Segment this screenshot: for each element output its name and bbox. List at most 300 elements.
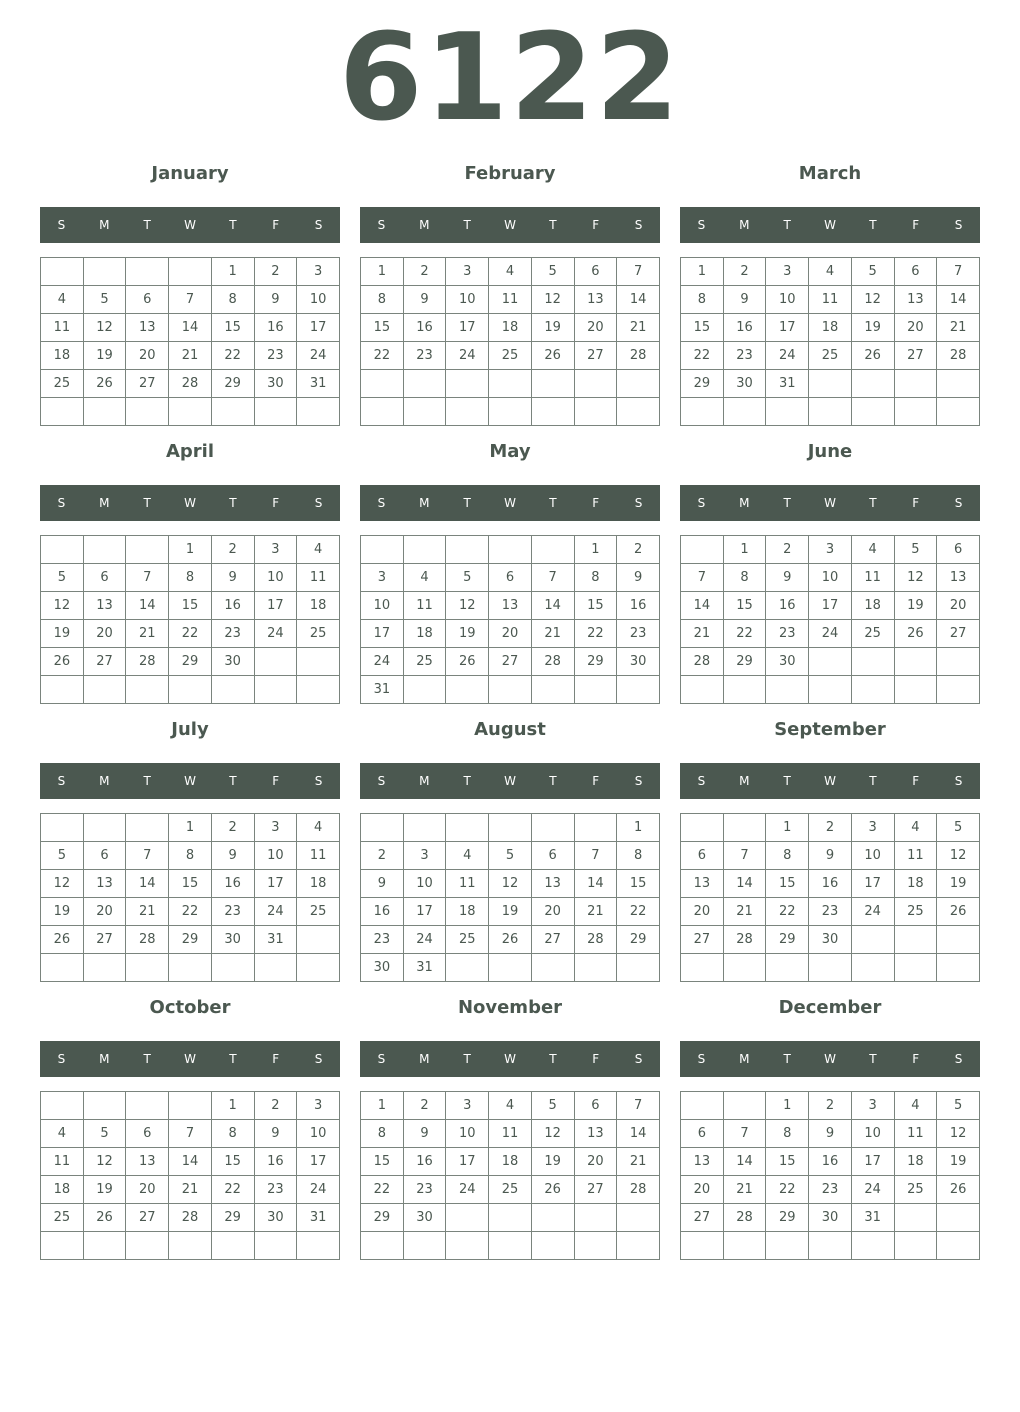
day-cell bbox=[617, 398, 660, 426]
day-cell: 19 bbox=[489, 898, 532, 926]
day-cell: 29 bbox=[617, 926, 660, 954]
day-grid bbox=[40, 1091, 340, 1260]
day-cell: 15 bbox=[681, 314, 724, 342]
day-cell: 14 bbox=[681, 592, 724, 620]
day-cell: 23 bbox=[361, 926, 404, 954]
day-cell: 15 bbox=[361, 1148, 404, 1176]
day-cell: 23 bbox=[254, 1176, 297, 1204]
day-cell: 4 bbox=[894, 814, 937, 842]
day-cell bbox=[254, 954, 297, 982]
day-cell: 30 bbox=[254, 370, 297, 398]
day-cell: 1 bbox=[617, 814, 660, 842]
week-row bbox=[41, 536, 340, 564]
month-name: June bbox=[807, 441, 853, 462]
weekday-label: S bbox=[377, 774, 386, 788]
week-row bbox=[361, 1176, 660, 1204]
day-cell bbox=[489, 370, 532, 398]
day-cell: 28 bbox=[169, 1204, 212, 1232]
day-cell bbox=[723, 398, 766, 426]
day-cell: 16 bbox=[254, 314, 297, 342]
day-cell: 31 bbox=[297, 370, 340, 398]
day-cell: 10 bbox=[403, 870, 446, 898]
day-cell: 11 bbox=[41, 1148, 84, 1176]
weekday-label: S bbox=[697, 496, 706, 510]
weekday-label: S bbox=[954, 1052, 963, 1066]
day-cell: 11 bbox=[297, 842, 340, 870]
weekday-label: W bbox=[504, 218, 516, 232]
weekday-header bbox=[680, 763, 980, 799]
day-cell: 8 bbox=[574, 564, 617, 592]
day-cell: 9 bbox=[723, 286, 766, 314]
day-cell: 9 bbox=[403, 286, 446, 314]
day-cell: 22 bbox=[723, 620, 766, 648]
week-row bbox=[361, 1148, 660, 1176]
day-cell: 21 bbox=[169, 342, 212, 370]
day-cell bbox=[937, 1204, 980, 1232]
day-cell: 5 bbox=[894, 536, 937, 564]
day-cell: 17 bbox=[446, 1148, 489, 1176]
day-cell: 29 bbox=[211, 1204, 254, 1232]
day-cell: 3 bbox=[446, 1092, 489, 1120]
day-cell bbox=[83, 676, 126, 704]
day-cell: 23 bbox=[211, 898, 254, 926]
day-cell: 2 bbox=[254, 1092, 297, 1120]
day-cell: 10 bbox=[361, 592, 404, 620]
day-cell bbox=[574, 398, 617, 426]
week-row bbox=[681, 398, 980, 426]
day-cell: 21 bbox=[617, 314, 660, 342]
day-cell: 4 bbox=[446, 842, 489, 870]
day-cell: 26 bbox=[489, 926, 532, 954]
day-cell: 21 bbox=[574, 898, 617, 926]
day-cell: 5 bbox=[41, 842, 84, 870]
day-cell: 28 bbox=[531, 648, 574, 676]
day-cell: 31 bbox=[361, 676, 404, 704]
day-cell bbox=[851, 926, 894, 954]
day-cell: 22 bbox=[681, 342, 724, 370]
day-cell: 29 bbox=[211, 370, 254, 398]
day-cell bbox=[83, 1092, 126, 1120]
day-cell bbox=[681, 814, 724, 842]
day-cell bbox=[211, 1232, 254, 1260]
day-cell bbox=[894, 370, 937, 398]
day-cell: 2 bbox=[723, 258, 766, 286]
day-grid bbox=[680, 535, 980, 704]
day-cell: 16 bbox=[211, 870, 254, 898]
day-cell: 19 bbox=[83, 1176, 126, 1204]
weekday-label: M bbox=[739, 496, 750, 510]
day-cell: 5 bbox=[531, 1092, 574, 1120]
day-cell bbox=[617, 676, 660, 704]
week-row bbox=[681, 1176, 980, 1204]
day-cell: 18 bbox=[297, 870, 340, 898]
day-cell bbox=[169, 258, 212, 286]
day-cell: 29 bbox=[169, 926, 212, 954]
week-row bbox=[41, 592, 340, 620]
day-cell: 19 bbox=[446, 620, 489, 648]
weekday-label: S bbox=[314, 1052, 323, 1066]
day-cell bbox=[361, 814, 404, 842]
day-cell bbox=[894, 954, 937, 982]
month-name: April bbox=[165, 441, 215, 462]
day-cell: 24 bbox=[403, 926, 446, 954]
day-cell: 28 bbox=[126, 926, 169, 954]
day-cell: 13 bbox=[126, 1148, 169, 1176]
day-cell bbox=[723, 954, 766, 982]
week-row bbox=[361, 1204, 660, 1232]
day-cell: 6 bbox=[894, 258, 937, 286]
day-cell bbox=[254, 676, 297, 704]
day-cell: 3 bbox=[766, 258, 809, 286]
day-cell: 12 bbox=[83, 314, 126, 342]
weekday-header bbox=[40, 1041, 340, 1077]
day-cell: 19 bbox=[83, 342, 126, 370]
day-cell: 28 bbox=[617, 1176, 660, 1204]
weekday-label: S bbox=[377, 496, 386, 510]
weekday-label: T bbox=[783, 218, 791, 232]
day-cell bbox=[617, 1232, 660, 1260]
weekday-label: S bbox=[634, 496, 643, 510]
day-cell bbox=[937, 370, 980, 398]
day-cell: 17 bbox=[254, 592, 297, 620]
day-cell bbox=[297, 676, 340, 704]
day-cell: 22 bbox=[617, 898, 660, 926]
day-cell bbox=[531, 954, 574, 982]
day-cell: 18 bbox=[446, 898, 489, 926]
day-cell: 12 bbox=[446, 592, 489, 620]
day-cell bbox=[403, 676, 446, 704]
day-cell: 11 bbox=[489, 1120, 532, 1148]
week-row bbox=[681, 1148, 980, 1176]
day-cell: 4 bbox=[41, 1120, 84, 1148]
weekday-label: F bbox=[272, 218, 280, 232]
weekday-label: T bbox=[143, 218, 151, 232]
weekday-label: F bbox=[592, 774, 600, 788]
day-cell: 29 bbox=[681, 370, 724, 398]
week-row bbox=[361, 342, 660, 370]
day-cell: 8 bbox=[211, 286, 254, 314]
day-cell: 11 bbox=[41, 314, 84, 342]
day-cell: 7 bbox=[574, 842, 617, 870]
week-row bbox=[41, 1148, 340, 1176]
day-cell bbox=[574, 1232, 617, 1260]
week-row bbox=[361, 286, 660, 314]
day-cell: 23 bbox=[809, 898, 852, 926]
week-row bbox=[41, 370, 340, 398]
week-row bbox=[41, 842, 340, 870]
weekday-label: F bbox=[912, 774, 920, 788]
day-cell bbox=[83, 398, 126, 426]
weekday-label: S bbox=[377, 218, 386, 232]
week-row bbox=[361, 954, 660, 982]
weekday-header bbox=[40, 207, 340, 243]
day-cell: 8 bbox=[361, 1120, 404, 1148]
day-cell: 13 bbox=[574, 286, 617, 314]
weekday-label: F bbox=[912, 496, 920, 510]
day-cell: 8 bbox=[766, 842, 809, 870]
day-cell: 27 bbox=[83, 648, 126, 676]
week-row bbox=[361, 592, 660, 620]
week-row bbox=[361, 1092, 660, 1120]
day-cell: 7 bbox=[723, 1120, 766, 1148]
week-row bbox=[361, 536, 660, 564]
day-cell: 25 bbox=[41, 1204, 84, 1232]
weekday-label: S bbox=[314, 496, 323, 510]
day-cell: 27 bbox=[126, 370, 169, 398]
week-row bbox=[681, 536, 980, 564]
day-cell: 2 bbox=[254, 258, 297, 286]
day-cell: 2 bbox=[809, 814, 852, 842]
day-cell bbox=[894, 648, 937, 676]
day-cell bbox=[83, 536, 126, 564]
day-cell: 11 bbox=[489, 286, 532, 314]
day-cell: 3 bbox=[851, 1092, 894, 1120]
day-cell bbox=[681, 398, 724, 426]
weekday-label: T bbox=[869, 774, 877, 788]
day-cell: 9 bbox=[617, 564, 660, 592]
month-name: January bbox=[151, 163, 229, 184]
day-cell bbox=[574, 814, 617, 842]
day-cell: 31 bbox=[297, 1204, 340, 1232]
day-cell bbox=[126, 676, 169, 704]
weekday-label: M bbox=[739, 1052, 750, 1066]
day-cell: 25 bbox=[894, 1176, 937, 1204]
weekday-label: F bbox=[592, 496, 600, 510]
weekday-label: T bbox=[549, 774, 557, 788]
day-cell bbox=[446, 814, 489, 842]
day-cell: 13 bbox=[574, 1120, 617, 1148]
week-row bbox=[361, 648, 660, 676]
day-grid bbox=[680, 1091, 980, 1260]
day-cell bbox=[169, 1232, 212, 1260]
day-cell bbox=[254, 398, 297, 426]
weekday-label: T bbox=[229, 1052, 237, 1066]
day-cell: 25 bbox=[297, 898, 340, 926]
weekday-header bbox=[360, 485, 660, 521]
day-cell: 30 bbox=[723, 370, 766, 398]
day-cell: 20 bbox=[937, 592, 980, 620]
day-cell: 3 bbox=[297, 258, 340, 286]
day-cell: 11 bbox=[809, 286, 852, 314]
day-cell bbox=[41, 676, 84, 704]
day-cell: 17 bbox=[851, 1148, 894, 1176]
day-cell: 4 bbox=[403, 564, 446, 592]
weekday-label: F bbox=[912, 218, 920, 232]
day-cell: 8 bbox=[723, 564, 766, 592]
day-cell bbox=[851, 398, 894, 426]
day-cell: 8 bbox=[169, 564, 212, 592]
day-cell bbox=[937, 1232, 980, 1260]
weekday-label: T bbox=[463, 1052, 471, 1066]
day-cell: 28 bbox=[574, 926, 617, 954]
day-cell: 17 bbox=[446, 314, 489, 342]
day-cell: 14 bbox=[531, 592, 574, 620]
day-cell: 17 bbox=[851, 870, 894, 898]
week-row bbox=[41, 1092, 340, 1120]
weekday-label: W bbox=[504, 774, 516, 788]
day-cell: 15 bbox=[169, 592, 212, 620]
day-cell: 15 bbox=[723, 592, 766, 620]
week-row bbox=[681, 676, 980, 704]
day-cell: 20 bbox=[126, 342, 169, 370]
week-row bbox=[681, 286, 980, 314]
day-cell: 24 bbox=[809, 620, 852, 648]
month-name: March bbox=[798, 163, 862, 184]
day-cell bbox=[851, 648, 894, 676]
day-cell: 18 bbox=[297, 592, 340, 620]
weekday-label: M bbox=[419, 1052, 430, 1066]
day-cell: 25 bbox=[446, 926, 489, 954]
day-cell: 19 bbox=[894, 592, 937, 620]
weekday-label: S bbox=[954, 218, 963, 232]
day-cell: 4 bbox=[809, 258, 852, 286]
day-cell: 5 bbox=[83, 1120, 126, 1148]
day-cell: 18 bbox=[41, 1176, 84, 1204]
day-cell: 19 bbox=[41, 898, 84, 926]
day-cell: 25 bbox=[297, 620, 340, 648]
weekday-header bbox=[680, 485, 980, 521]
day-cell: 16 bbox=[809, 870, 852, 898]
day-cell bbox=[681, 536, 724, 564]
day-cell: 12 bbox=[41, 870, 84, 898]
day-cell: 7 bbox=[531, 564, 574, 592]
day-cell: 1 bbox=[723, 536, 766, 564]
day-cell bbox=[851, 676, 894, 704]
year-title: 6122 bbox=[339, 9, 681, 148]
week-row bbox=[361, 898, 660, 926]
day-cell: 17 bbox=[297, 1148, 340, 1176]
day-cell: 6 bbox=[574, 258, 617, 286]
day-cell bbox=[403, 398, 446, 426]
weekday-label: S bbox=[697, 218, 706, 232]
day-cell bbox=[254, 648, 297, 676]
day-cell: 30 bbox=[809, 1204, 852, 1232]
week-row bbox=[681, 842, 980, 870]
day-cell: 7 bbox=[169, 1120, 212, 1148]
day-cell: 2 bbox=[809, 1092, 852, 1120]
day-cell: 14 bbox=[169, 314, 212, 342]
day-cell bbox=[809, 1232, 852, 1260]
weekday-label: T bbox=[229, 774, 237, 788]
weekday-label: T bbox=[229, 496, 237, 510]
day-cell: 26 bbox=[851, 342, 894, 370]
day-cell: 10 bbox=[809, 564, 852, 592]
weekday-label: M bbox=[99, 496, 110, 510]
day-cell: 28 bbox=[126, 648, 169, 676]
day-grid bbox=[360, 535, 660, 704]
day-cell: 2 bbox=[403, 1092, 446, 1120]
weekday-label: F bbox=[272, 1052, 280, 1066]
day-cell: 17 bbox=[254, 870, 297, 898]
day-cell: 2 bbox=[211, 536, 254, 564]
day-cell bbox=[894, 676, 937, 704]
day-cell bbox=[41, 398, 84, 426]
day-cell bbox=[681, 1232, 724, 1260]
weekday-label: T bbox=[549, 496, 557, 510]
day-cell: 8 bbox=[169, 842, 212, 870]
week-row bbox=[681, 370, 980, 398]
day-grid bbox=[680, 813, 980, 982]
weekday-label: S bbox=[954, 774, 963, 788]
day-cell: 8 bbox=[361, 286, 404, 314]
week-row bbox=[681, 1120, 980, 1148]
day-cell bbox=[446, 954, 489, 982]
day-cell: 5 bbox=[446, 564, 489, 592]
day-cell: 27 bbox=[681, 926, 724, 954]
weekday-label: S bbox=[954, 496, 963, 510]
day-cell: 2 bbox=[766, 536, 809, 564]
day-cell: 23 bbox=[211, 620, 254, 648]
day-cell bbox=[937, 648, 980, 676]
day-cell bbox=[894, 1232, 937, 1260]
weekday-label: S bbox=[377, 1052, 386, 1066]
day-cell: 19 bbox=[41, 620, 84, 648]
week-row bbox=[41, 286, 340, 314]
day-cell: 29 bbox=[361, 1204, 404, 1232]
day-cell: 16 bbox=[723, 314, 766, 342]
day-cell bbox=[766, 676, 809, 704]
day-cell bbox=[126, 258, 169, 286]
week-row bbox=[361, 564, 660, 592]
day-cell: 26 bbox=[446, 648, 489, 676]
day-cell: 19 bbox=[937, 870, 980, 898]
week-row bbox=[361, 620, 660, 648]
day-cell bbox=[617, 1204, 660, 1232]
week-row bbox=[41, 954, 340, 982]
day-cell bbox=[937, 926, 980, 954]
day-cell: 24 bbox=[851, 1176, 894, 1204]
day-cell: 26 bbox=[83, 370, 126, 398]
day-cell: 23 bbox=[617, 620, 660, 648]
day-cell: 7 bbox=[723, 842, 766, 870]
day-grid bbox=[680, 257, 980, 426]
day-cell: 28 bbox=[169, 370, 212, 398]
weekday-label: M bbox=[739, 774, 750, 788]
day-cell bbox=[574, 1204, 617, 1232]
day-cell: 19 bbox=[531, 314, 574, 342]
day-cell: 16 bbox=[361, 898, 404, 926]
day-cell: 27 bbox=[937, 620, 980, 648]
day-cell bbox=[531, 370, 574, 398]
weekday-label: T bbox=[463, 496, 471, 510]
day-cell: 2 bbox=[403, 258, 446, 286]
day-cell: 24 bbox=[766, 342, 809, 370]
day-cell: 27 bbox=[126, 1204, 169, 1232]
day-cell bbox=[403, 370, 446, 398]
weekday-label: T bbox=[143, 774, 151, 788]
day-cell bbox=[809, 954, 852, 982]
day-cell: 15 bbox=[211, 314, 254, 342]
day-cell bbox=[809, 648, 852, 676]
day-cell: 22 bbox=[361, 342, 404, 370]
weekday-label: T bbox=[869, 496, 877, 510]
day-grid bbox=[360, 257, 660, 426]
day-cell: 21 bbox=[723, 898, 766, 926]
day-cell bbox=[617, 954, 660, 982]
weekday-label: T bbox=[783, 774, 791, 788]
day-cell: 3 bbox=[809, 536, 852, 564]
day-cell: 6 bbox=[83, 564, 126, 592]
day-cell: 3 bbox=[254, 814, 297, 842]
day-cell bbox=[531, 398, 574, 426]
day-cell: 15 bbox=[574, 592, 617, 620]
day-cell: 19 bbox=[937, 1148, 980, 1176]
week-row bbox=[41, 258, 340, 286]
day-cell bbox=[766, 1232, 809, 1260]
day-cell: 12 bbox=[937, 842, 980, 870]
day-cell: 6 bbox=[681, 842, 724, 870]
day-cell: 14 bbox=[723, 1148, 766, 1176]
